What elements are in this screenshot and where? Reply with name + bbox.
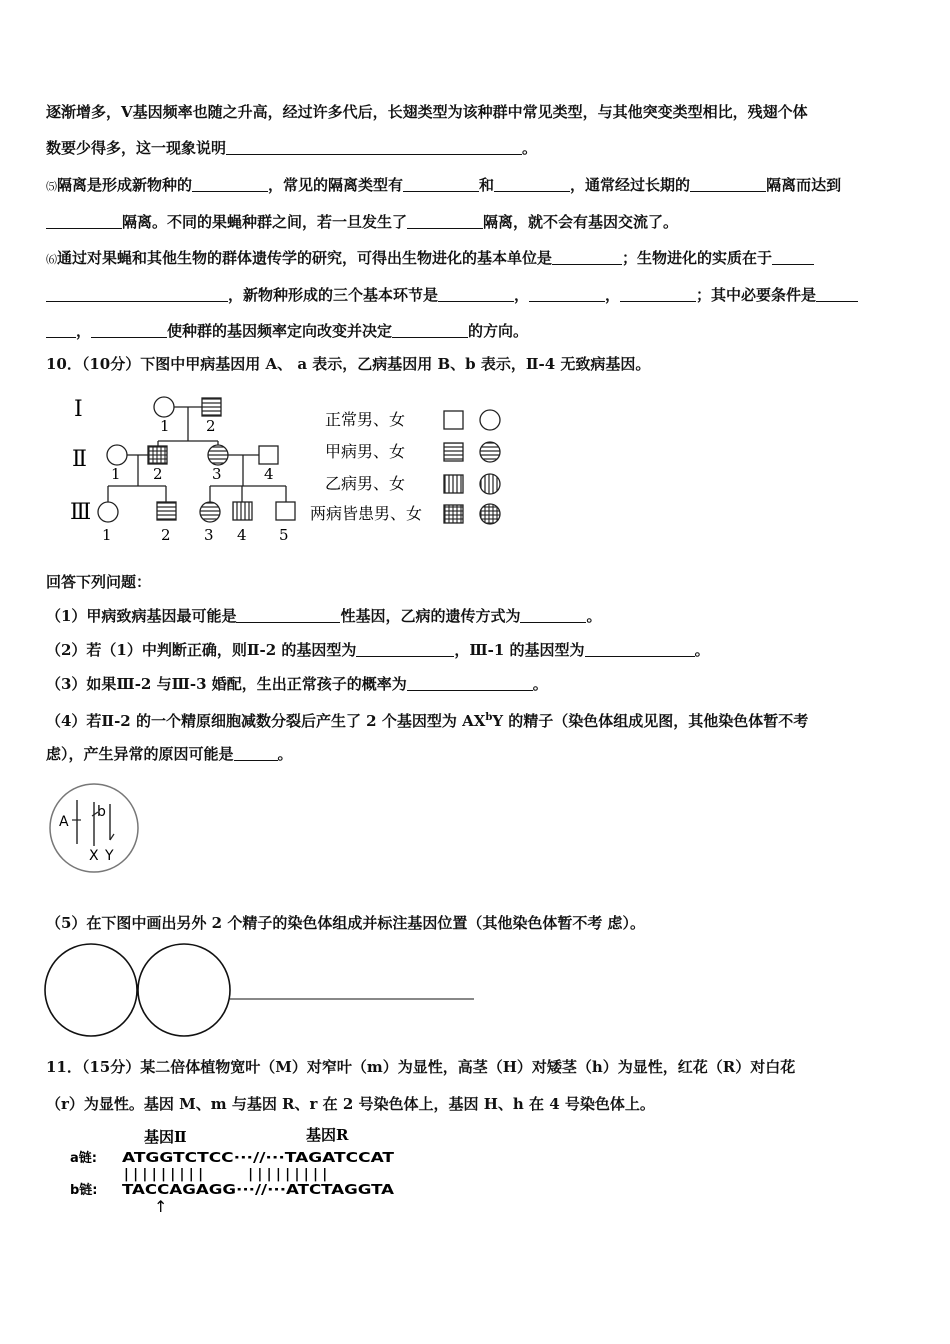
- answer-blank[interactable]: [46, 287, 228, 302]
- answer-blank[interactable]: [392, 323, 468, 338]
- legend-disease-a-male: [444, 443, 463, 461]
- pedigree-III-2-disease-a-male: [157, 502, 176, 520]
- answer-blank[interactable]: [816, 287, 858, 302]
- legend-disease-a-female: [480, 442, 500, 462]
- answer-blank[interactable]: [438, 287, 514, 302]
- q9-part6-line2: ，新物种形成的三个基本环节是 ， ， ；其中必要条件是: [46, 285, 916, 305]
- legend-disease-b-female: [480, 474, 500, 494]
- answer-blank[interactable]: [585, 642, 695, 657]
- empty-cell-2[interactable]: [138, 944, 230, 1036]
- pedigree-II-2-both-diseases-male: [148, 446, 167, 464]
- pedigree-III-3-disease-a-female: [200, 502, 220, 522]
- empty-cell-1[interactable]: [45, 944, 137, 1036]
- answer-blank[interactable]: [620, 287, 696, 302]
- gene-r-label: 基因R: [306, 1126, 349, 1144]
- q10-title: 10．（10分）下图中甲病基因用 A、 a 表示，乙病基因用 B、b 表示，Ⅱ-4 无致病基因。: [46, 355, 651, 373]
- q9-part6-line1: ⑹通过对果蝇和其他生物的群体遗传学的研究，可得出生物进化的基本单位是 ；生物进化的实质在于: [46, 248, 916, 270]
- pedigree-II-4-normal-male: [259, 446, 278, 464]
- q9-part6-line3: ， 使种群的基因频率定向改变并决定 的方向。: [46, 321, 916, 341]
- answer-blank[interactable]: [552, 250, 622, 265]
- q9-line1: 逐渐增多，V基因频率也随之升高，经过许多代后，长翅类型为该种群中常见类型，与其他突变类型相比，残翅个体: [46, 103, 808, 121]
- pedigree-num: 3: [212, 465, 222, 483]
- answer-blank[interactable]: [46, 214, 122, 229]
- pedigree-num: 1: [102, 526, 112, 544]
- q10-sub2: （2）若（1）中判断正确，则Ⅱ-2 的基因型为 ，Ⅲ-1 的基因型为 。: [46, 641, 710, 659]
- q11-line1: 11．（15分）某二倍体植物宽叶（M）对窄叶（m）为显性，高茎（H）对矮茎（h）为显性，红花（R）对白花: [46, 1058, 796, 1076]
- cell-label-X: X: [89, 848, 99, 864]
- answer-blank[interactable]: [690, 177, 766, 192]
- legend-label: 正常男、女: [325, 410, 406, 429]
- q10-sub4-line1: （4）若Ⅱ-2 的一个精原细胞减数分裂后产生了 2 个基因型为 $AX^bY$ 的精子（染色体组成见图，其他染色体暂不考: [46, 712, 809, 730]
- a-strand-sequence: ATGGTCTCC···//···TAGATCCAT: [122, 1151, 395, 1166]
- gen-label-III: Ⅲ: [70, 500, 92, 525]
- q9-part5-line2: 隔离。不同的果蝇种群之间，若一旦发生了 隔离，就不会有基因交流了。: [46, 212, 916, 232]
- a-strand-label: a链:: [70, 1151, 97, 1166]
- pedigree-num: 2: [153, 465, 163, 483]
- pedigree-legend: [310, 410, 500, 524]
- pedigree-II-1-normal-female: [107, 445, 127, 465]
- base-pair-bars: | | | | | | | | | | | | | | | | | |: [124, 1167, 328, 1182]
- answer-blank[interactable]: [356, 642, 454, 657]
- pedigree-num: 4: [264, 465, 274, 483]
- pedigree-num: 3: [204, 526, 214, 544]
- q10-sub1: （1）甲病致病基因最可能是 性基因，乙病的遗传方式为 。: [46, 607, 602, 625]
- legend-both-male: [444, 505, 463, 523]
- legend-disease-b-male: [444, 475, 463, 493]
- answer-blank[interactable]: [91, 323, 167, 338]
- pedigree-num: 2: [161, 526, 171, 544]
- q9-line2: 数要少得多，这一现象说明 。: [46, 139, 538, 157]
- answer-blank[interactable]: [520, 608, 586, 623]
- legend-label: 甲病男、女: [325, 442, 406, 461]
- answer-blank[interactable]: [407, 676, 533, 691]
- dna-sequence-figure: [66, 1122, 406, 1214]
- drawing-area[interactable]: [44, 940, 484, 1040]
- answer-blank[interactable]: [403, 177, 479, 192]
- pedigree-III-5-normal-male: [276, 502, 295, 520]
- q10-sub3: （3）如果Ⅲ-2 与Ⅲ-3 婚配，生出正常孩子的概率为 。: [46, 675, 548, 693]
- legend-label: 两病皆患男、女: [310, 504, 423, 523]
- answer-blank[interactable]: [234, 746, 278, 761]
- b-strand-sequence: TACCAGAGG···//···ATCTAGGTA: [122, 1183, 394, 1198]
- gen-label-II: Ⅱ: [72, 447, 87, 472]
- sperm-cell-diagram: [48, 782, 142, 876]
- pedigree-III-1-normal-female: [98, 502, 118, 522]
- legend-normal-male: [444, 411, 463, 429]
- answer-blank[interactable]: [407, 214, 483, 229]
- cell-label-b: b: [97, 804, 106, 820]
- b-strand-label: b链:: [70, 1183, 98, 1198]
- pedigree-num: 5: [279, 526, 289, 544]
- gen-label-I: Ⅰ: [74, 397, 83, 422]
- mutation-arrow-icon: ↑: [154, 1197, 168, 1214]
- pedigree-III-4-disease-b-male: [233, 502, 252, 520]
- pedigree-num: 1: [160, 417, 170, 435]
- q10-sub4-line2: 虑），产生异常的原因可能是 。: [46, 745, 293, 763]
- pedigree-II-3-disease-a-female: [208, 445, 228, 465]
- answer-blank[interactable]: [192, 177, 268, 192]
- answer-blank[interactable]: [494, 177, 570, 192]
- legend-normal-female: [480, 410, 500, 430]
- answer-blank[interactable]: [772, 250, 814, 265]
- answer-blank[interactable]: [529, 287, 605, 302]
- pedigree-chart: [60, 386, 510, 551]
- answer-blank[interactable]: [46, 323, 76, 338]
- pedigree-num: 2: [206, 417, 216, 435]
- answer-blank[interactable]: [236, 608, 340, 623]
- answer-blank[interactable]: [226, 140, 522, 155]
- q10-sub5: （5）在下图中画出另外 2 个精子的染色体组成并标注基因位置（其他染色体暂不考 虑）。: [46, 914, 646, 932]
- pedigree-I-1-normal-male: [154, 397, 174, 417]
- cell-label-Y: Y: [105, 848, 114, 864]
- q10-prompt: 回答下列问题：: [46, 573, 152, 591]
- pedigree-num: 4: [237, 526, 247, 544]
- legend-label: 乙病男、女: [325, 474, 406, 493]
- pedigree-I-2-disease-a-male: [202, 398, 221, 416]
- cell-label-A: A: [59, 814, 69, 830]
- q11-line2: （r）为显性。基因 M、m 与基因 R、r 在 2 号染色体上，基因 H、h 在 4 号染色体上。: [46, 1095, 655, 1113]
- q9-part5-line1: ⑸隔离是形成新物种的 ，常见的隔离类型有 和 ，通常经过长期的 隔离而达到: [46, 176, 842, 194]
- pedigree-num: 1: [111, 465, 121, 483]
- gene-m-label: 基因Ⅱ: [144, 1128, 187, 1146]
- legend-both-female: [480, 504, 500, 524]
